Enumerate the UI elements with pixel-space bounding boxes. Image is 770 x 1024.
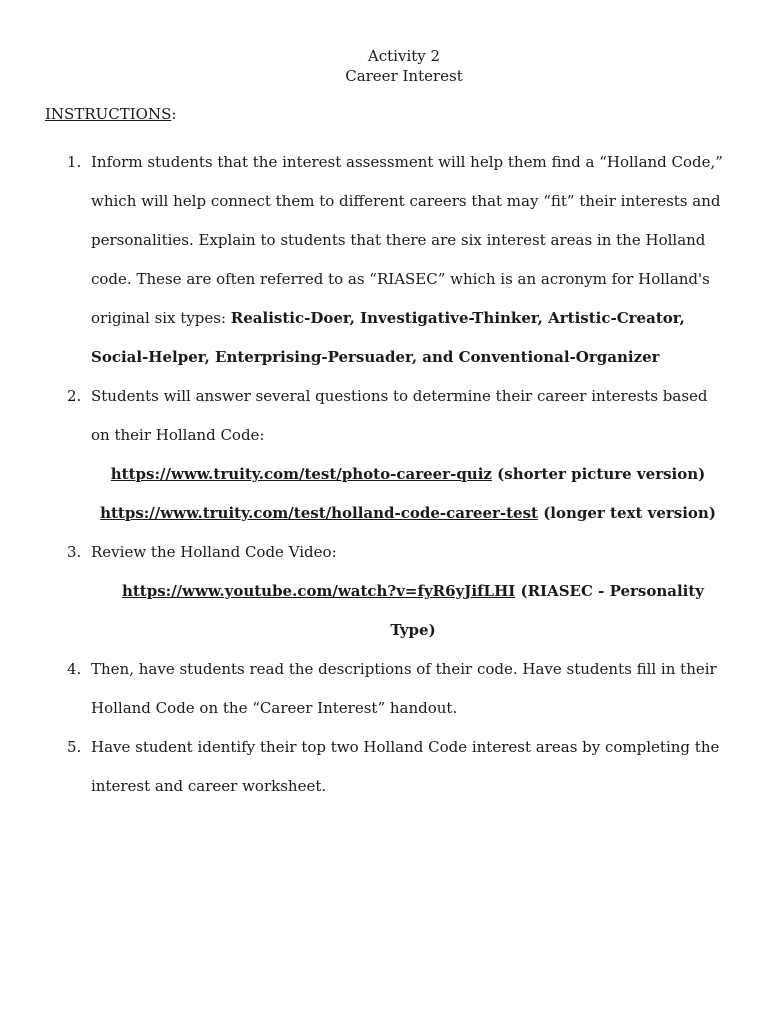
link-note: (longer text version) bbox=[537, 504, 716, 522]
item-number: 5. bbox=[67, 738, 82, 756]
list-item-1 bbox=[45, 143, 725, 377]
photo-quiz-link[interactable]: https://www.truity.com/test/photo-career-quiz bbox=[110, 465, 492, 483]
link-note: (RIASEC - Personality Type) bbox=[390, 582, 705, 639]
list-item-2 bbox=[45, 377, 725, 455]
item-text: Inform students that the interest assessment will help them find a “Holland Code,” which will help connect them to different careers that may “fit” their interests and personalities. Explain to students that there are six interest areas in the Holland code. These are often referred to as “RIASEC” which is an acronym for Holland's original six types: bbox=[91, 153, 723, 327]
instruction-list bbox=[45, 143, 725, 806]
instructions-label: INSTRUCTIONS bbox=[45, 105, 172, 123]
item-text: Review the Holland Code Video: bbox=[91, 543, 337, 561]
link-line bbox=[45, 494, 725, 533]
activity-label: Activity 2 bbox=[367, 47, 441, 65]
item-number: 4. bbox=[67, 660, 82, 678]
page-title: Career Interest bbox=[345, 67, 463, 85]
list-item-4 bbox=[45, 650, 725, 728]
item-number: 2. bbox=[67, 387, 82, 405]
title-block bbox=[0, 46, 770, 86]
youtube-video-link[interactable]: https://www.youtube.com/watch?v=fyR6yJifLHI bbox=[121, 582, 516, 600]
list-item-3 bbox=[45, 533, 725, 572]
holland-test-link[interactable]: https://www.truity.com/test/holland-code-career-test bbox=[100, 504, 538, 522]
link-line bbox=[45, 455, 725, 494]
item-text: Then, have students read the descriptions of their code. Have students fill in their Holland Code on the “Career Interest” handout. bbox=[91, 660, 717, 717]
list-item-5 bbox=[45, 728, 725, 806]
link-line bbox=[45, 572, 725, 650]
item-number: 3. bbox=[67, 543, 82, 561]
riasec-types: Realistic-Doer, Investigative-Thinker, Artistic-Creator, Social-Helper, Enterprising-Persuader, and Conventional-Organizer bbox=[91, 309, 685, 366]
instructions-colon: : bbox=[171, 105, 177, 123]
item-text: Students will answer several questions to determine their career interests based on their Holland Code: bbox=[91, 387, 708, 444]
item-number: 1. bbox=[67, 153, 82, 171]
instructions-heading bbox=[45, 104, 176, 124]
link-note: (shorter picture version) bbox=[491, 465, 706, 483]
item-text: Have student identify their top two Holland Code interest areas by completing the interest and career worksheet. bbox=[91, 738, 720, 795]
